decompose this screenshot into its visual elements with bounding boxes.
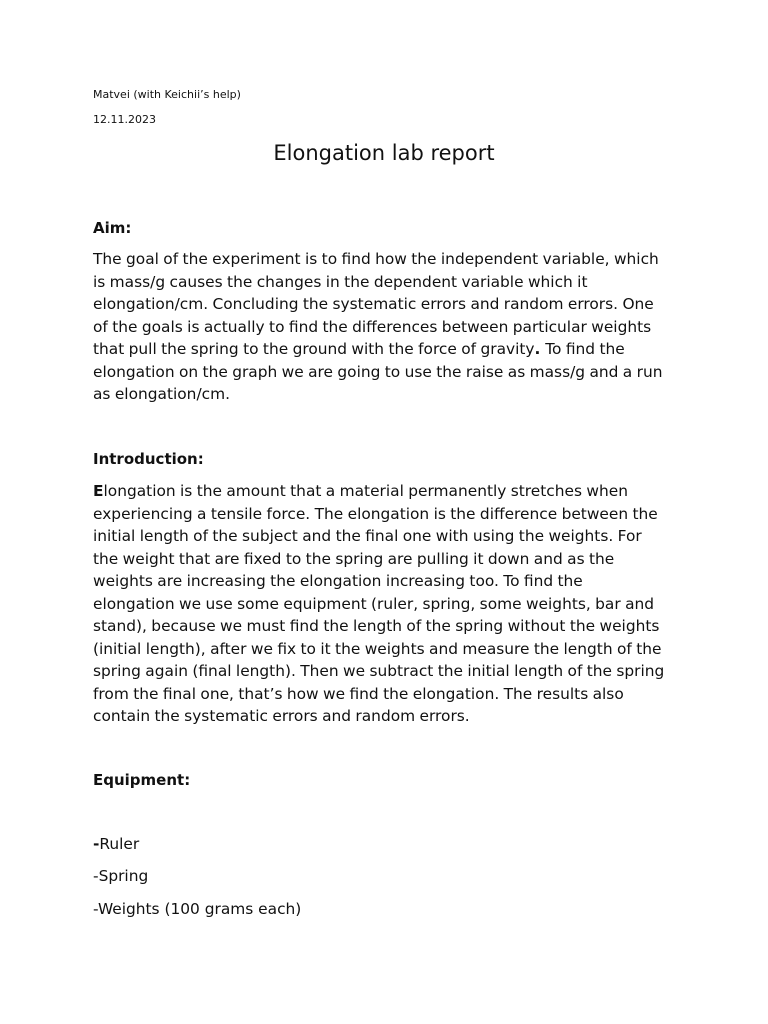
aim-heading: Aim: bbox=[93, 219, 132, 237]
introduction-paragraph bbox=[93, 480, 683, 728]
aim-line: is mass/g causes the changes in the dependent variable which it bbox=[93, 272, 588, 291]
introduction-line: elongation we use some equipment (ruler, spring, some weights, bar and bbox=[93, 594, 655, 613]
aim-line: The goal of the experiment is to find how the independent variable, which bbox=[93, 250, 659, 268]
introduction-line: from the final one, that’s how we find the elongation. The results also bbox=[93, 684, 624, 703]
author-line: Matvei (with Keichii’s help) bbox=[93, 88, 241, 101]
introduction-line: weights are increasing the elongation increasing too. To find the bbox=[93, 572, 583, 590]
list-dash: - bbox=[93, 867, 99, 885]
bold-period: . bbox=[534, 340, 546, 358]
date-line: 12.11.2023 bbox=[93, 113, 156, 126]
list-dash: - bbox=[93, 835, 100, 853]
introduction-line bbox=[93, 480, 683, 503]
introduction-heading: Introduction: bbox=[93, 450, 204, 468]
introduction-line: the weight that are fixed to the spring are pulling it down and as the bbox=[93, 549, 615, 568]
aim-line-text: that pull the spring to the ground with the force of gravity bbox=[93, 340, 535, 358]
equipment-item-weights bbox=[93, 899, 301, 919]
equipment-item-label: Spring bbox=[98, 867, 149, 885]
introduction-line: stand), because we must find the length of the spring without the weights bbox=[93, 617, 660, 635]
introduction-line: contain the systematic errors and random errors. bbox=[93, 707, 470, 725]
aim-line-with-bold-period bbox=[93, 338, 683, 361]
aim-line: as elongation/cm. bbox=[93, 385, 230, 403]
introduction-line: (initial length), after we fix to it the weights and measure the length of the bbox=[93, 639, 662, 658]
equipment-item-label: Ruler bbox=[99, 835, 140, 853]
equipment-item-label: Weights (100 grams each) bbox=[97, 900, 302, 918]
introduction-line: experiencing a tensile force. The elongation is the difference between the bbox=[93, 504, 658, 523]
equipment-heading: Equipment: bbox=[93, 771, 191, 789]
list-dash: - bbox=[93, 900, 98, 918]
aim-line: elongation on the graph we are going to use the raise as mass/g and a run bbox=[93, 362, 663, 381]
drop-letter: E bbox=[93, 482, 104, 500]
introduction-line: spring again (final length). Then we subtract the initial length of the spring bbox=[93, 662, 665, 680]
aim-line-text: To find the bbox=[545, 340, 625, 358]
introduction-line: initial length of the subject and the final one with using the weights. For bbox=[93, 527, 642, 545]
aim-line: elongation/cm. Concluding the systematic errors and random errors. One bbox=[93, 295, 654, 313]
introduction-line-text: longation is the amount that a material permanently stretches when bbox=[103, 482, 628, 500]
aim-line: of the goals is actually to find the differences between particular weights bbox=[93, 317, 652, 336]
page-title: Elongation lab report bbox=[273, 141, 495, 165]
equipment-item-ruler bbox=[93, 834, 139, 854]
equipment-item-spring bbox=[93, 866, 148, 886]
aim-paragraph bbox=[93, 248, 683, 406]
